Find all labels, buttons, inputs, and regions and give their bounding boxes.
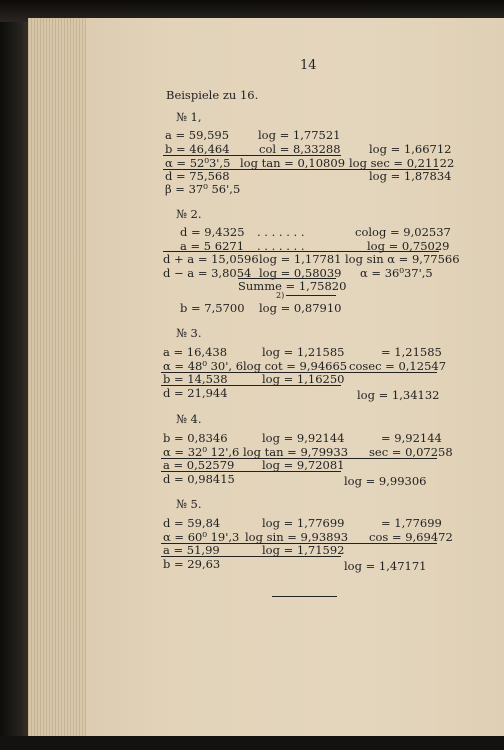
ex1-d-value: d = 75,568 (165, 169, 230, 183)
ex3-alpha-value: α = 48⁰ 30', 6 (163, 359, 244, 373)
ex1-alpha-value: α = 52⁰3',5 (165, 156, 231, 170)
ex2-fraction-mark: 2) (276, 291, 285, 300)
ex1-beta-value: β = 37⁰ 56',5 (165, 182, 241, 196)
ex2-sum-log: log = 1,17781 (259, 252, 342, 266)
ex4-a-value: a = 0,52579 (163, 458, 235, 472)
ex3-a-log: log = 1,21585 (262, 345, 345, 359)
ex5-d-log-repeat: = 1,77699 (381, 516, 442, 530)
ex1-alpha-logtan: log tan = 0,10809 (240, 156, 346, 170)
ex1-b-value: b = 46,464 (165, 142, 230, 156)
ex1-a-value: a = 59,595 (165, 128, 230, 142)
section-heading: Beispiele zu 16. (166, 88, 259, 102)
ex5-d-log: log = 1,77699 (262, 516, 345, 530)
ex5-alpha-value: α = 60⁰ 19',3 (163, 530, 240, 544)
ex3-alpha-cosec: cosec = 0,12547 (349, 359, 447, 373)
ex2-diff-value: d − a = 3,8054 (163, 266, 252, 280)
ex2-summe: Summe = 1,75820 (238, 279, 347, 293)
example-5-label: № 5. (176, 497, 202, 511)
ex4-b-value: b = 0,8346 (163, 431, 228, 445)
ex2-a-log: log = 0,75029 (367, 239, 450, 253)
ex5-a-value: a = 51,99 (163, 543, 220, 557)
ex2-dots-1: . . . . . . . (257, 225, 305, 239)
example-2-label: № 2. (176, 207, 202, 221)
ex4-alpha-logtan: log tan = 9,79933 (243, 445, 349, 459)
ex2-b-log: log = 0,87910 (259, 301, 342, 315)
ex3-d-value: d = 21,944 (163, 386, 228, 400)
ex2-alpha: α = 36⁰37',5 (360, 266, 433, 280)
ex4-b-log-repeat: = 9,92144 (381, 431, 442, 445)
ex2-diff-log: log = 0,58039 (259, 266, 342, 280)
ex5-d-value: d = 59,84 (163, 516, 221, 530)
ex2-a-value: a = 5 6271 (180, 239, 245, 253)
ex2-d-value: d = 9,4325 (180, 225, 245, 239)
example-3-label: № 3. (176, 326, 202, 340)
ex3-b-log: log = 1,16250 (262, 372, 345, 386)
ex4-alpha-sec: sec = 0,07258 (369, 445, 453, 459)
page-number: 14 (300, 58, 317, 73)
ex2-b-value: b = 7,5700 (180, 301, 245, 315)
closing-rule (272, 596, 337, 597)
ex1-alpha-logsec: log sec = 0,21122 (349, 156, 455, 170)
ex1-b-col: col = 8,33288 (259, 142, 341, 156)
ex5-b-log: log = 1,47171 (344, 559, 427, 573)
ex5-b-value: b = 29,63 (163, 557, 221, 571)
ex3-a-log-repeat: = 1,21585 (381, 345, 442, 359)
ex4-b-log: log = 9,92144 (262, 431, 345, 445)
ex3-a-value: a = 16,438 (163, 345, 228, 359)
ex5-a-log: log = 1,71592 (262, 543, 345, 557)
example-4-label: № 4. (176, 412, 202, 426)
ex1-d-log: log = 1,87834 (369, 169, 452, 183)
ex2-dots-2: . . . . . . . (257, 239, 305, 253)
ex3-b-value: b = 14,538 (163, 372, 228, 386)
ex2-d-colog: colog = 9,02537 (355, 225, 451, 239)
ex3-d-log: log = 1,34132 (357, 388, 440, 402)
ex2-sum-value: d + a = 15,0596 (163, 252, 259, 266)
ex3-alpha-logcot: log cot = 9,94665 (243, 359, 348, 373)
ex2-fraction-rule (286, 295, 336, 296)
example-1-label: № 1, (176, 110, 202, 124)
ex4-d-log: log = 9,99306 (344, 474, 427, 488)
ex1-a-log: log = 1,77521 (258, 128, 341, 142)
ex4-d-value: d = 0,98415 (163, 472, 235, 486)
ex1-b-log: log = 1,66712 (369, 142, 452, 156)
ex5-alpha-logsin: log sin = 9,93893 (245, 530, 349, 544)
ex5-alpha-cos: cos = 9,69472 (369, 530, 453, 544)
ex4-alpha-value: α = 32⁰ 12',6 (163, 445, 240, 459)
ex2-logsin: log sin α = 9,77566 (345, 252, 460, 266)
ex4-a-log: log = 9,72081 (262, 458, 345, 472)
